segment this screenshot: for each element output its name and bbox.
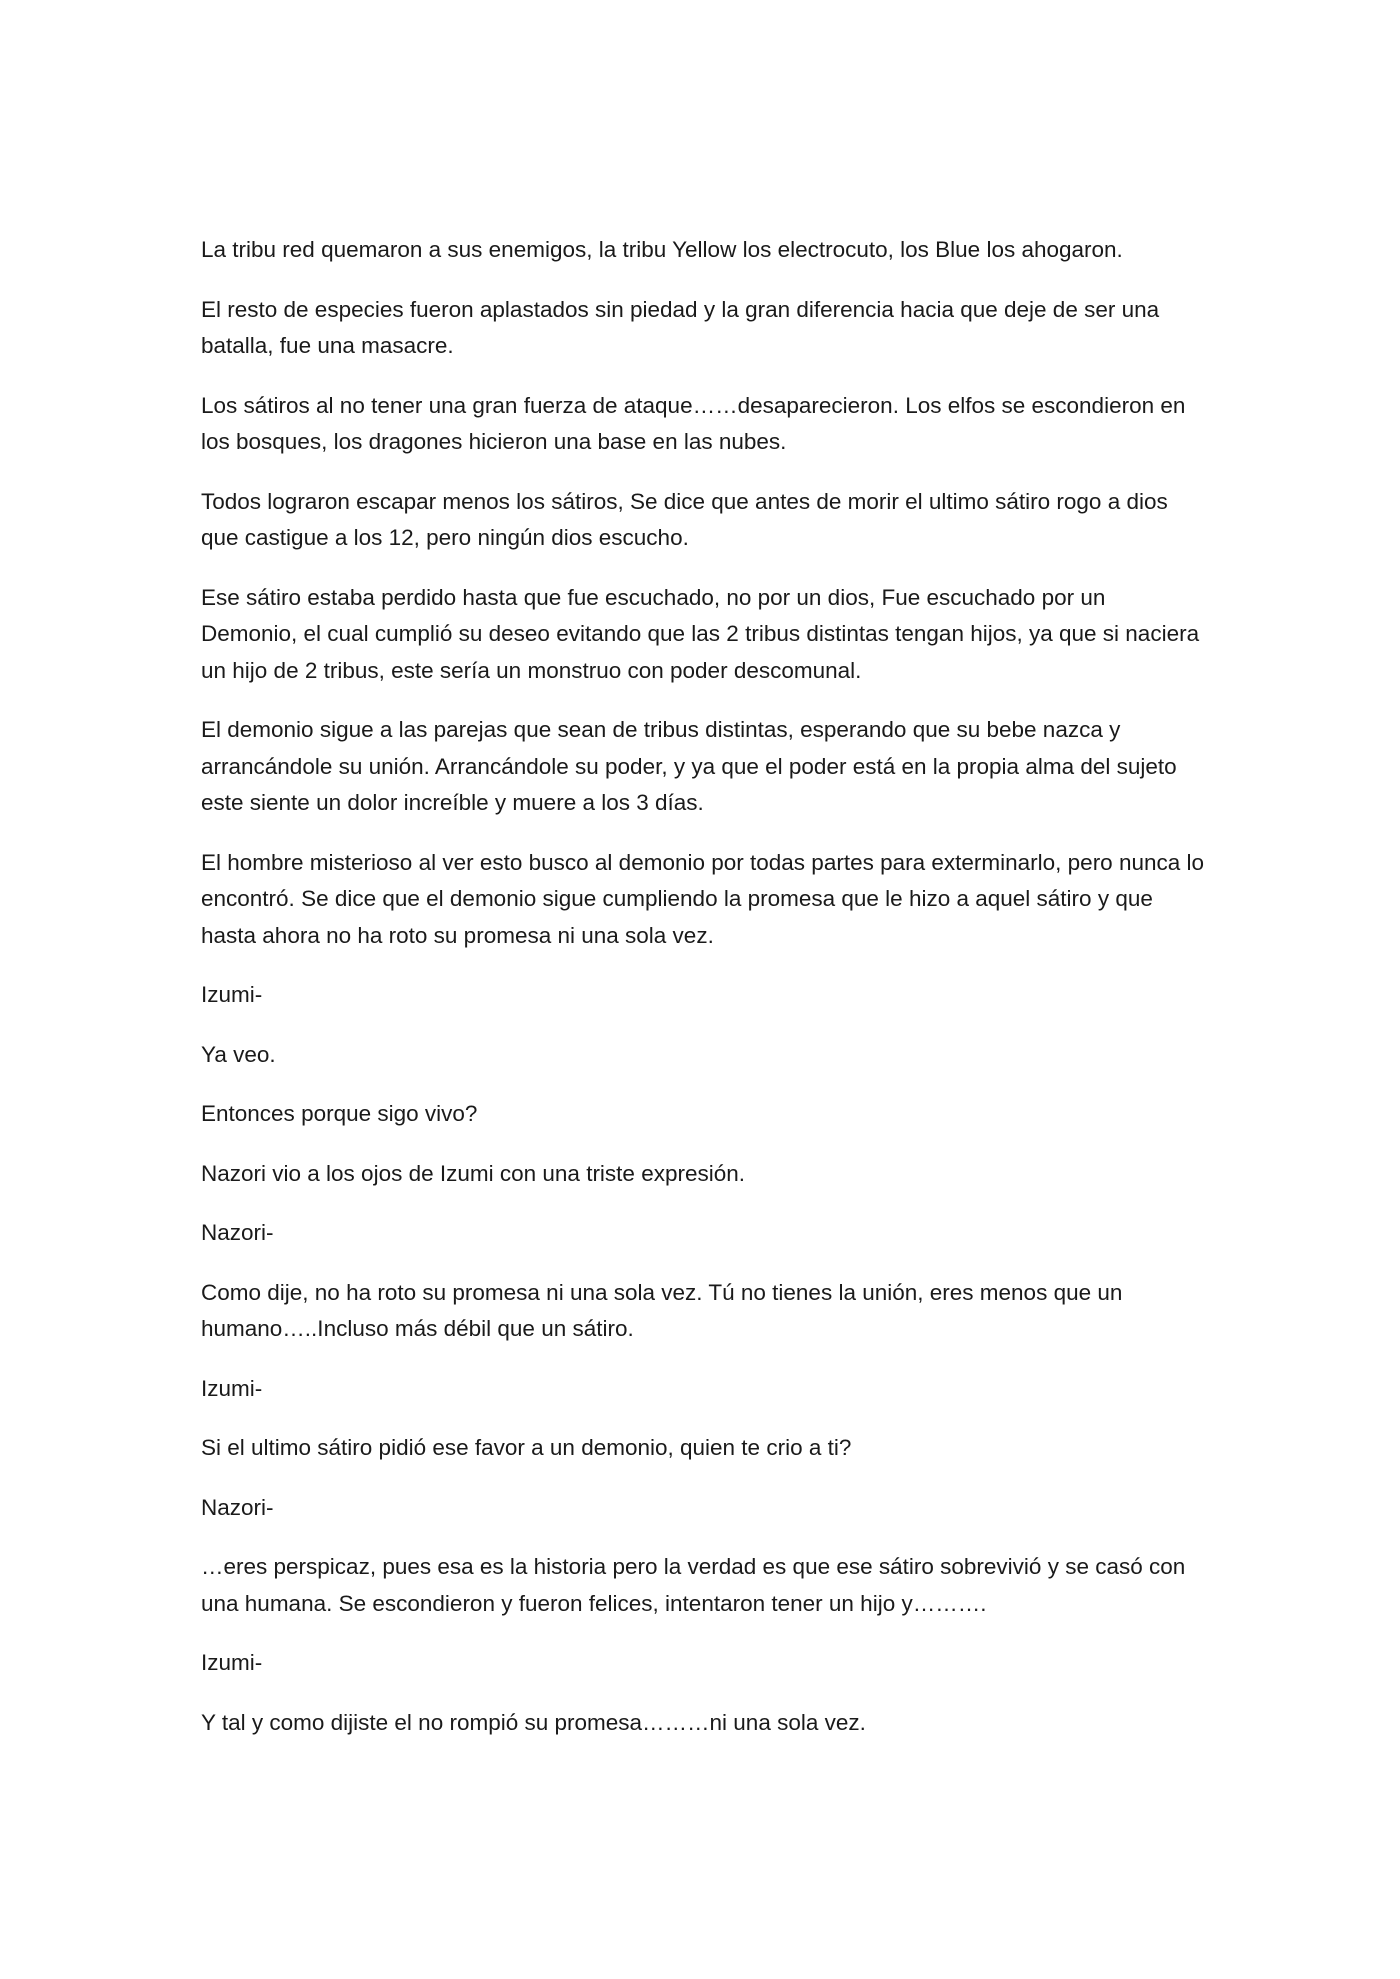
paragraph: Nazori vio a los ojos de Izumi con una triste expresión. (201, 1160, 746, 1186)
paragraph: El hombre misterioso al ver esto busco al demonio por todas partes para exterminarlo, pero nunca lo encontró. Se dice que el demonio sigue cumpliendo la promesa que le hizo a aquel sátiro y que hasta ahora no ha roto su promesa ni una sola vez. (201, 849, 1205, 948)
speaker-label: Izumi- (201, 1375, 263, 1401)
dialogue-line: Y tal y como dijiste el no rompió su promesa………ni una sola vez. (201, 1709, 866, 1735)
dialogue-line: Entonces porque sigo vivo? (201, 1101, 478, 1126)
dialogue-line: Ya veo. (201, 1041, 276, 1067)
speaker-label: Nazori- (201, 1494, 274, 1520)
paragraph: El demonio sigue a las parejas que sean de tribus distintas, esperando que su bebe nazca y arrancándole su unión. Arrancándole su poder, y ya que el poder está en la propia alma del sujeto este siente un dolor increíble y muere a los 3 días. (201, 717, 1177, 815)
dialogue-line: …eres perspicaz, pues esa es la historia pero la verdad es que ese sátiro sobrevivió y se casó con una humana. Se escondieron y fueron felices, intentaron tener un hijo y………. (201, 1554, 1186, 1616)
paragraph: Ese sátiro estaba perdido hasta que fue escuchado, no por un dios, Fue escuchado por un Demonio, el cual cumplió su deseo evitando que las 2 tribus distintas tengan hijos, ya que si naciera un hijo de 2 tribus, este sería un monstruo con poder descomunal. (201, 584, 1200, 683)
paragraph: La tribu red quemaron a sus enemigos, la tribu Yellow los electrocuto, los Blue los ahogaron. (201, 237, 1123, 262)
speaker-label: Izumi- (201, 982, 263, 1007)
paragraph: Los sátiros al no tener una gran fuerza de ataque……desaparecieron. Los elfos se escondieron en los bosques, los dragones hicieron una base en las nubes. (201, 392, 1186, 454)
paragraph: El resto de especies fueron aplastados sin piedad y la gran diferencia hacia que deje de ser una batalla, fue una masacre. (201, 296, 1160, 358)
paragraph: Todos lograron escapar menos los sátiros, Se dice que antes de morir el ultimo sátiro rogo a dios que castigue a los 12, pero ningún dios escucho. (201, 488, 1168, 550)
speaker-label: Izumi- (201, 1650, 263, 1675)
dialogue-line: Si el ultimo sátiro pidió ese favor a un demonio, quien te crio a ti? (201, 1435, 852, 1460)
dialogue-line: Como dije, no ha roto su promesa ni una sola vez. Tú no tienes la unión, eres menos que un humano…..Incluso más débil que un sátiro. (201, 1279, 1123, 1341)
document-body (201, 232, 1206, 1764)
speaker-label: Nazori- (201, 1220, 274, 1245)
